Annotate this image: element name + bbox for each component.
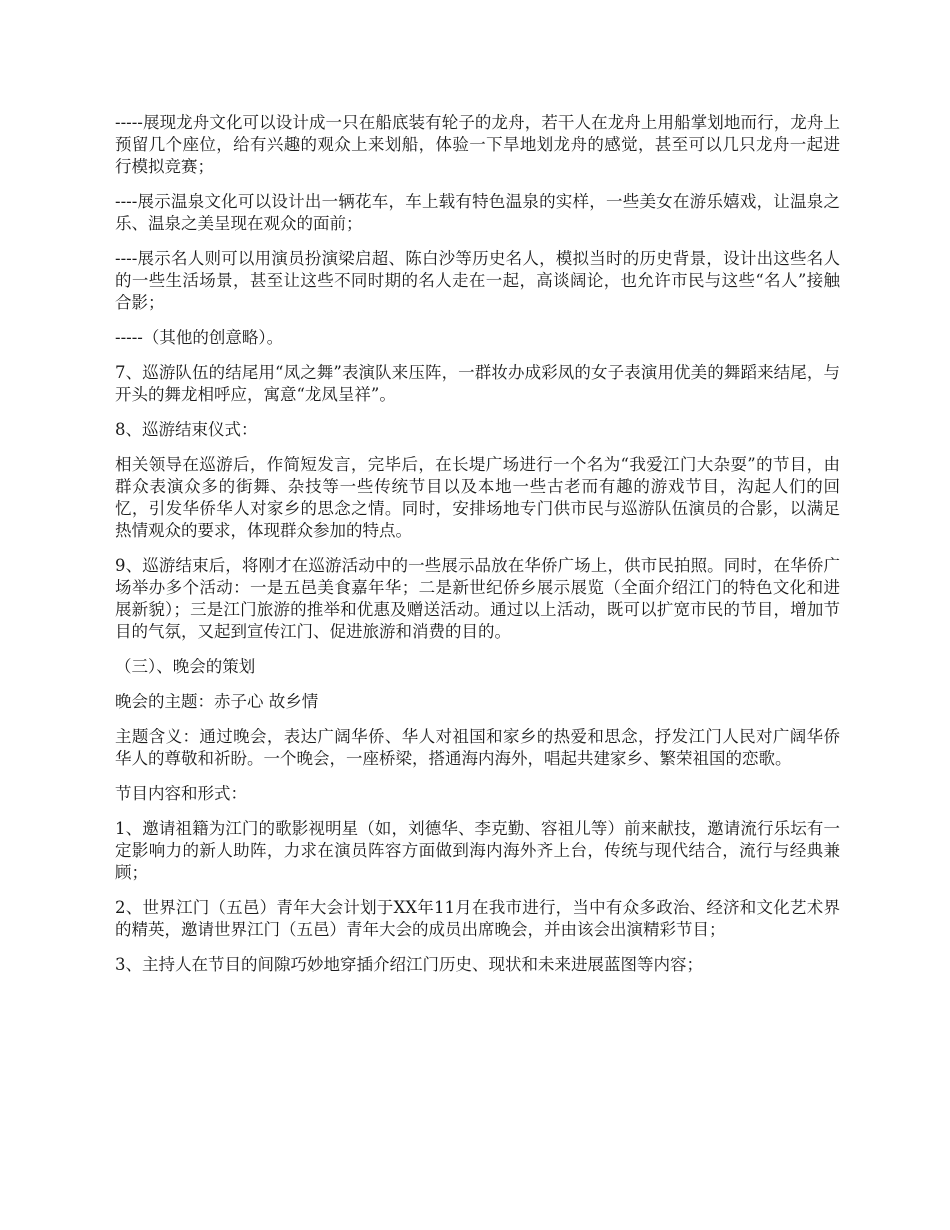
paragraph-closing-ceremony: 相关领导在巡游后，作简短发言，完毕后，在长堤广场进行一个名为“我爱江门大杂耍”的节目，由群众表演众多的街舞、杂技等一些传统节目以及本地一些古老而有趣的游戏节目，沟起人们的回忆，引发华侨华人对家乡的思念之情。同时，安排场地专门供市民与巡游队伍演员的合影，以满足热情观众的要求，体现群众参加的特点。	[115, 455, 840, 540]
paragraph-gala-theme: 晚会的主题：赤子心 故乡情	[115, 692, 319, 711]
paragraph-item-7: 7、巡游队伍的结尾用“凤之舞”表演队来压阵，一群妆办成彩凤的女子表演用优美的舞蹈来结尾，与开头的舞龙相呼应，寓意“龙凤呈祥”。	[115, 363, 840, 404]
document-page	[115, 112, 840, 989]
section-heading-gala: （三）、晚会的策划	[115, 657, 256, 676]
paragraph-hot-spring: ----展示温泉文化可以设计出一辆花车，车上载有特色温泉的实样，一些美女在游乐嬉戏，让温泉之乐、温泉之美呈现在观众的面前；	[115, 192, 840, 233]
paragraph-program-2: 2、世界江门（五邑）青年大会计划于XX年11月在我市进行，当中有众多政治、经济和文化艺术界的精英，邀请世界江门（五邑）青年大会的成员出席晚会，并由该会出演精彩节目；	[115, 898, 840, 939]
paragraph-celebrities: ----展示名人则可以用演员扮演梁启超、陈白沙等历史名人，模拟当时的历史背景，设计出这些名人的一些生活场景，甚至让这些不同时期的名人走在一起，高谈阔论，也允许市民与这些“名人”接触合影；	[115, 249, 840, 312]
paragraph-program-heading: 节目内容和形式：	[115, 784, 247, 803]
paragraph-other-ideas: -----（其他的创意略）。	[115, 328, 284, 347]
paragraph-dragon-boat: -----展现龙舟文化可以设计成一只在船底装有轮子的龙舟，若干人在龙舟上用船掌划地而行，龙舟上预留几个座位，给有兴趣的观众上来划船，体验一下旱地划龙舟的感觉，甚至可以几只龙舟一起进行模拟竞赛；	[115, 113, 840, 176]
paragraph-theme-meaning: 主题含义：通过晚会，表达广阔华侨、华人对祖国和家乡的热爱和思念，抒发江门人民对广阔华侨华人的尊敬和祈盼。一个晚会，一座桥梁，搭通海内海外，唱起共建家乡、繁荣祖国的恋歌。	[115, 727, 840, 768]
paragraph-item-9: 9、巡游结束后，将刚才在巡游活动中的一些展示品放在华侨广场上，供市民拍照。同时，在华侨广场举办多个活动：一是五邑美食嘉年华；二是新世纪侨乡展示展览（全面介绍江门的特色文化和进展新貌）；三是江门旅游的推举和优惠及赠送活动。通过以上活动，既可以扩宽市民的节目，增加节目的气氛，又起到宣传江门、促进旅游和消费的目的。	[115, 556, 840, 641]
paragraph-program-3: 3、主持人在节目的间隙巧妙地穿插介绍江门历史、现状和未来进展蓝图等内容；	[115, 955, 703, 974]
paragraph-program-1: 1、邀请祖籍为江门的歌影视明星（如，刘德华、李克勤、容祖儿等）前来献技，邀请流行乐坛有一定影响力的新人助阵，力求在演员阵容方面做到海内海外齐上台，传统与现代结合，流行与经典兼顾；	[115, 819, 840, 882]
paragraph-item-8-heading: 8、巡游结束仪式：	[115, 420, 258, 439]
